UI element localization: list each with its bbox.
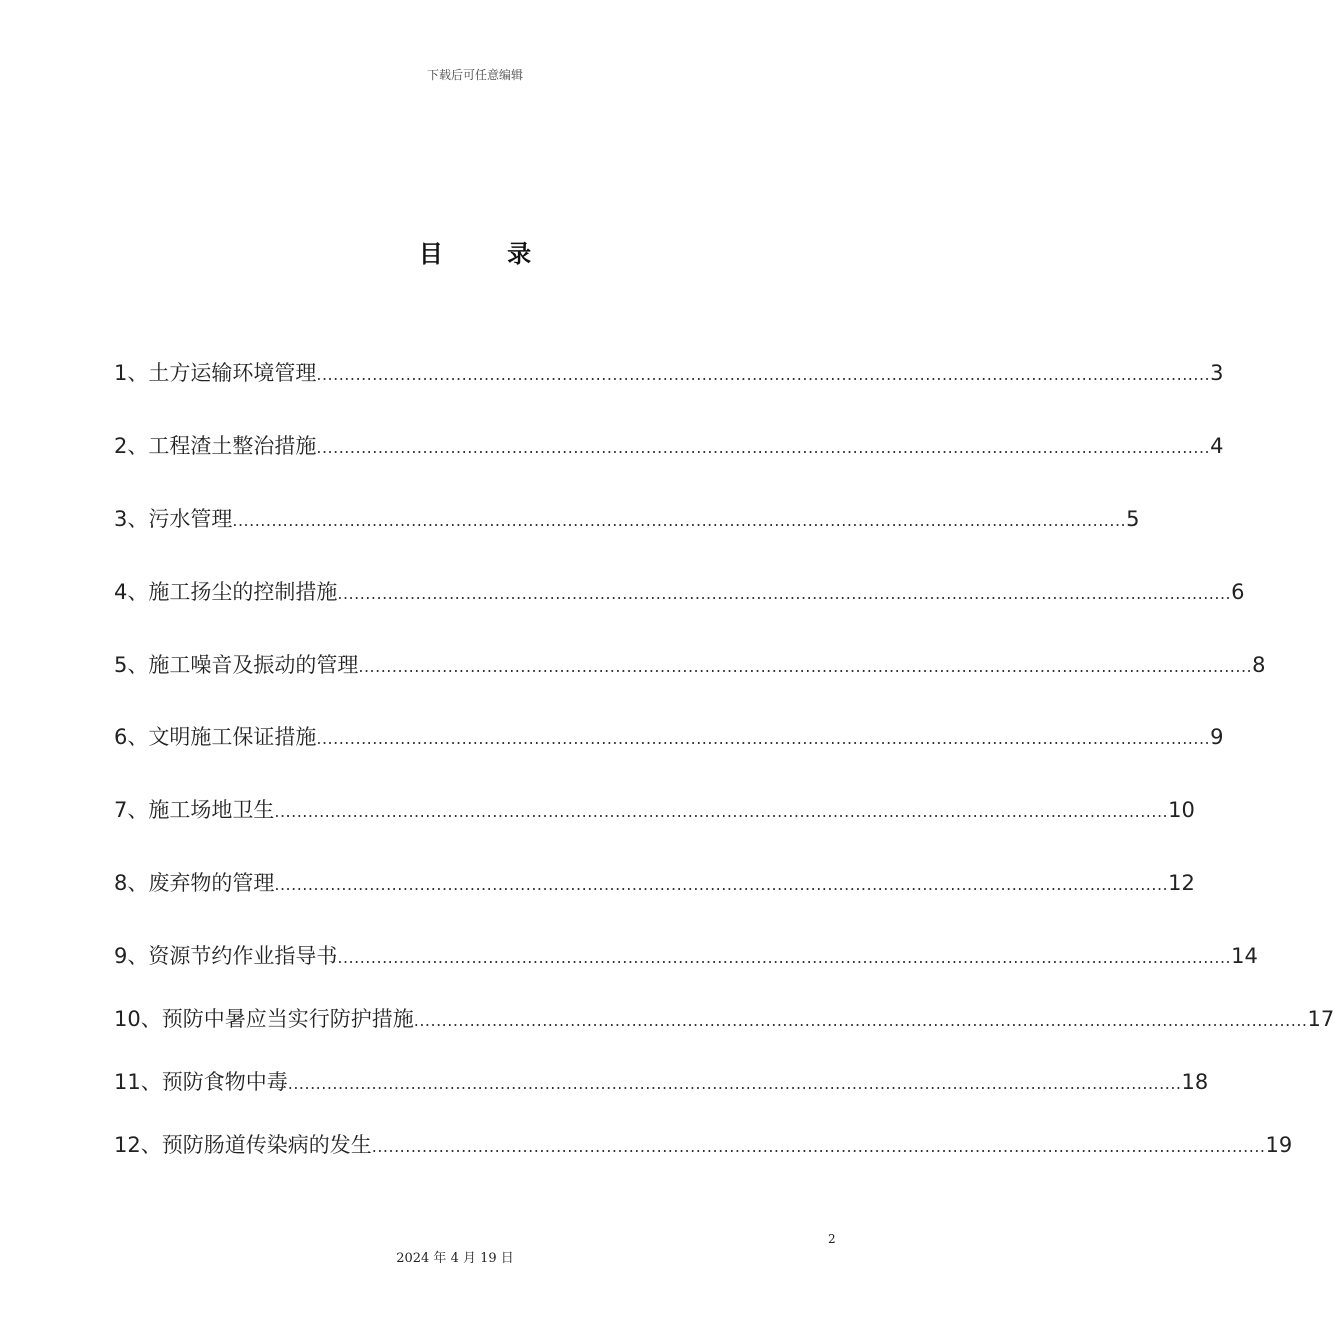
toc-entry-page: 12	[1168, 871, 1195, 895]
toc-entry-text: 7、施工场地卫生	[114, 798, 275, 822]
toc-entry-text: 2、工程渣土整治措施	[114, 434, 317, 458]
toc-leader-dots: ................................................................................................................................................................	[413, 1011, 1308, 1030]
toc-entry-page: 10	[1168, 798, 1195, 822]
toc-entry-10[interactable]	[114, 1004, 1334, 1034]
toc-leader-dots: ................................................................................................................................................................	[274, 875, 1169, 894]
toc-entry-2[interactable]	[114, 431, 1224, 461]
toc-leader-dots: ................................................................................................................................................................	[337, 948, 1232, 967]
toc-entry-text: 3、污水管理	[114, 507, 233, 531]
toc-entry-5[interactable]	[114, 650, 1266, 680]
page-number: 2	[828, 1232, 836, 1246]
toc-entry-text: 6、文明施工保证措施	[114, 725, 317, 749]
toc-entry-text: 5、施工噪音及振动的管理	[114, 653, 359, 677]
page-title: 目 录	[418, 240, 560, 268]
toc-entry-7[interactable]	[114, 795, 1195, 825]
toc-leader-dots: ................................................................................................................................................................	[337, 584, 1232, 603]
toc-entry-text: 1、土方运输环境管理	[114, 361, 317, 385]
toc-entry-page: 9	[1210, 725, 1224, 749]
toc-entry-page: 3	[1210, 361, 1224, 385]
toc-entry-text: 8、废弃物的管理	[114, 871, 275, 895]
toc-leader-dots: ................................................................................................................................................................	[371, 1137, 1266, 1156]
toc-entry-9[interactable]	[114, 941, 1258, 971]
toc-entry-text: 4、施工扬尘的控制措施	[114, 580, 338, 604]
toc-entry-11[interactable]	[114, 1067, 1209, 1097]
toc-entry-text: 12、预防肠道传染病的发生	[114, 1133, 372, 1157]
toc-leader-dots: ................................................................................................................................................................	[316, 438, 1211, 457]
toc-entry-text: 11、预防食物中毒	[114, 1070, 288, 1094]
toc-leader-dots: ................................................................................................................................................................	[232, 511, 1127, 530]
toc-entry-page: 18	[1181, 1070, 1209, 1094]
toc-entry-text: 10、预防中暑应当实行防护措施	[114, 1007, 414, 1031]
toc-entry-text: 9、资源节约作业指导书	[114, 944, 338, 968]
toc-entry-page: 4	[1210, 434, 1224, 458]
footer-date: 2024 年 4 月 19 日	[396, 1251, 514, 1266]
toc-leader-dots: ................................................................................................................................................................	[316, 365, 1211, 384]
toc-leader-dots: ................................................................................................................................................................	[316, 729, 1211, 748]
toc-entry-8[interactable]	[114, 868, 1195, 898]
toc-entry-12[interactable]	[114, 1130, 1293, 1160]
toc-leader-dots: ................................................................................................................................................................	[274, 802, 1169, 821]
toc-leader-dots: ................................................................................................................................................................	[358, 657, 1253, 676]
page-header: 下载后可任意编辑	[426, 68, 523, 82]
toc-entry-page: 14	[1231, 944, 1258, 968]
toc-entry-3[interactable]	[114, 504, 1140, 534]
toc-entry-page: 5	[1126, 507, 1140, 531]
toc-entry-page: 19	[1265, 1133, 1293, 1157]
toc-entry-1[interactable]	[114, 358, 1224, 388]
toc-entry-page: 6	[1231, 580, 1245, 604]
toc-entry-4[interactable]	[114, 577, 1245, 607]
toc-entry-page: 17	[1307, 1007, 1334, 1031]
toc-entry-6[interactable]	[114, 722, 1224, 752]
toc-leader-dots: ................................................................................................................................................................	[287, 1074, 1182, 1093]
toc-entry-page: 8	[1252, 653, 1266, 677]
